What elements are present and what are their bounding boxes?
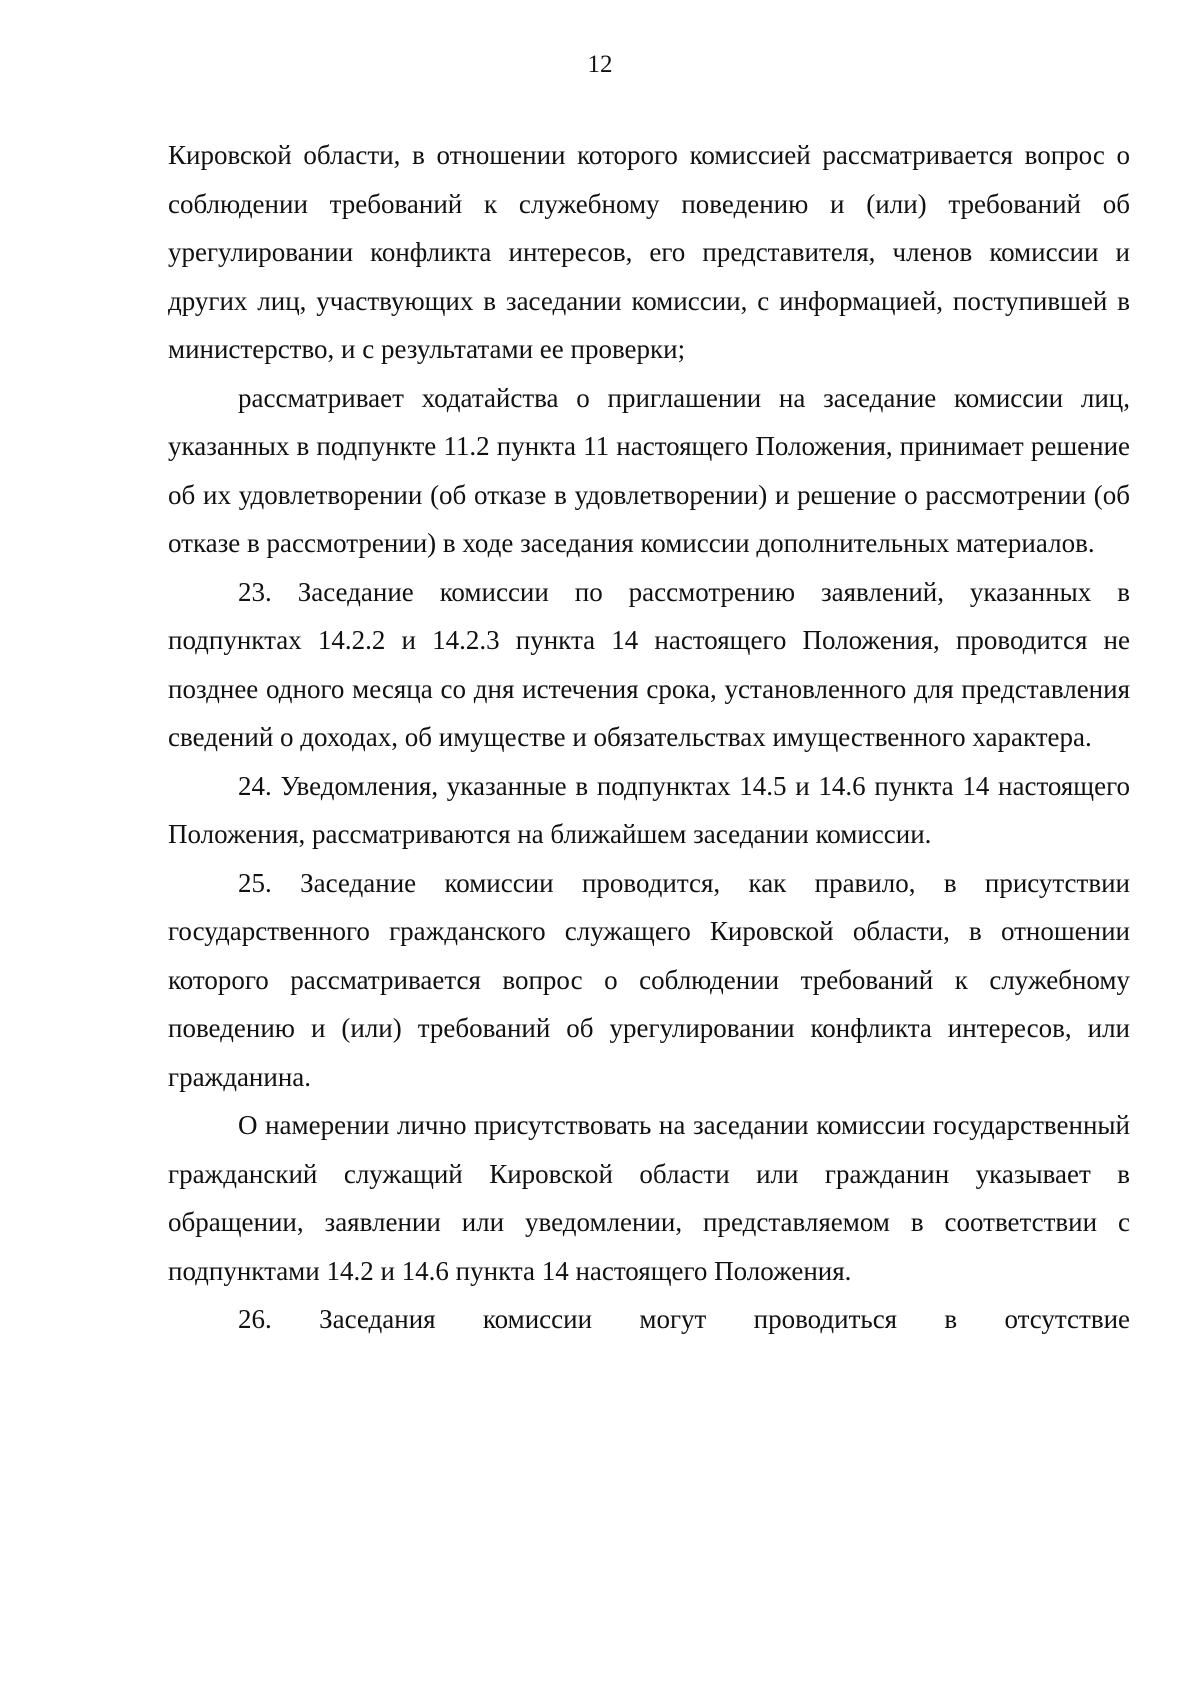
paragraph-continuation: Кировской области, в отношении которого комиссией рассматривается вопрос о соблюдении требований к служебному поведению и (или) требований об урегулировании конфликта интересов, его представителя, членов комиссии и других лиц, участвующих в заседании комиссии, с информацией, поступившей в министерство, и с результатами ее проверки; [168, 140, 1130, 364]
paragraph-petitions: рассматривает ходатайства о приглашении на заседание комиссии лиц, указанных в подпункте 11.2 пункта 11 настоящего Положения, принимает решение об их удовлетворении (об отказе в удовлетворении) и решение о рассмотрении (об отказе в рассмотрении) в ходе заседания комиссии дополнительных материалов. [168, 382, 1130, 558]
page-number: 12 [587, 51, 613, 78]
paragraph-25: 25. Заседание комиссии проводится, как правило, в присутствии государственного гражданского служащего Кировской области, в отношении которого рассматривается вопрос о соблюдении требований к служебному поведению и (или) требований об урегулировании конфликта интересов, или гражданина. [168, 867, 1130, 1092]
paragraph-intention: О намерении лично присутствовать на заседании комиссии государственный гражданский служащий Кировской области или гражданин указывает в обращении, заявлении или уведомлении, представляемом в соответствии с подпунктами 14.2 и 14.6 пункта 14 настоящего Положения. [168, 1110, 1130, 1286]
paragraph-26: 26. Заседания комиссии могут проводиться в отсутствие [238, 1304, 1130, 1334]
paragraph-24: 24. Уведомления, указанные в подпунктах 14.5 и 14.6 пункта 14 настоящего Положения, рассматриваются на ближайшем заседании комиссии. [168, 770, 1130, 849]
paragraph-23: 23. Заседание комиссии по рассмотрению заявлений, указанных в подпунктах 14.2.2 и 14.2.3 пункта 14 настоящего Положения, проводится не позднее одного месяца со дня истечения срока, установленного для представления сведений о доходах, об имуществе и обязательствах имущественного характера. [168, 576, 1130, 752]
document-body [168, 131, 1130, 1344]
